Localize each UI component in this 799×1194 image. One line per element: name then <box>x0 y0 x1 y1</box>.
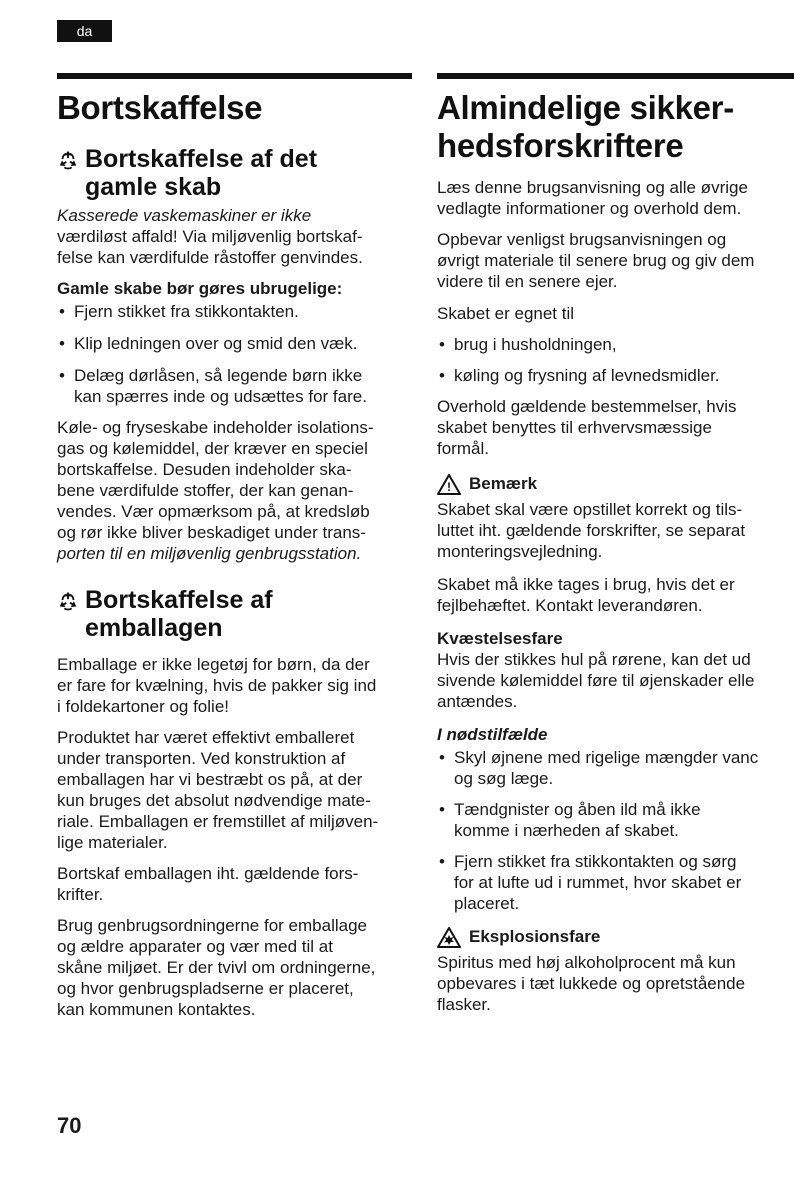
language-badge: da <box>57 20 112 42</box>
safety-title: Almindelige sikker- hedsforskriftere <box>437 89 734 164</box>
explosion-heading <box>437 926 799 948</box>
recycling-schemes: Brug genbrugsordningerne for emballage og ældre apparater og vær med til at skåne miljøet. Er der tvivl om ordningerne, og hvor genbrugspladserne er placeret, kan kommunen kontaktes. <box>57 916 376 1019</box>
explosion-heading-text: Eksplosionsfare <box>469 927 601 946</box>
list-item: • Delæg dørlåsen, så legende børn ikke kan spærres inde og udsættes for fare. <box>57 365 415 407</box>
svg-text:!: ! <box>447 479 451 494</box>
note-heading <box>437 473 799 495</box>
packaging-dispose: Bortskaf emballagen iht. gældende fors- krifter. <box>57 864 359 904</box>
refrigerant-paragraph: Køle- og fryseskabe indeholder isolations- gas og kølemiddel, der kræver en speciel bortskaffelse. Desuden indeholder ska- bene værdifulde stoffer, der kan genan- vendes. Vær opmærksom på, at kredsløb og rør ikke bliver beskadiget under trans- porten til en miljøvenlig genbrugsstation. <box>57 418 374 563</box>
warning-triangle-icon <box>437 474 461 495</box>
list-item: • brug i husholdningen, <box>437 334 799 355</box>
injury-heading: Kvæstelsesfare <box>437 629 563 648</box>
page-number: 70 <box>57 1113 82 1138</box>
injury-paragraph: Hvis der stikkes hul på rørene, kan det ud sivende kølemiddel føre til øjenskader elle antændes. <box>437 650 755 711</box>
right-column <box>437 85 799 1015</box>
emergency-heading: I nødstilfælde <box>437 725 548 744</box>
right-section-rule <box>437 73 794 79</box>
spirits-paragraph: Spiritus med høj alkoholprocent må kun opbevares i tæt lukkede og opretstående flasker. <box>437 953 746 1014</box>
intro-line: felse kan værdifulde råstoffer genvindes. <box>57 248 363 267</box>
left-column <box>57 85 415 1020</box>
packaging-heading: Bortskaffelse af emballagen <box>85 586 273 642</box>
packaging-heading-wrap <box>57 586 415 642</box>
recycle-icon <box>57 149 79 171</box>
emergency-list <box>437 747 799 914</box>
explosion-warning-icon <box>437 927 461 948</box>
packaging-info: Produktet har været effektivt emballeret under transporten. Ved konstruktion af emballagen har vi bestræbt os på, at der kun bruges det absolut nødvendige mate- riale. Emballagen er fremstillet af miljøven- lige materialer. <box>57 728 379 852</box>
old-appliance-heading-wrap <box>57 145 415 201</box>
old-appliance-intro <box>57 205 415 268</box>
list-item: • Tændgnister og åben ild må ikke komme i nærheden af skabet. <box>437 799 799 841</box>
intro-line: værdiløst affald! Via miljøvenlig bortskaf- <box>57 227 363 246</box>
regulations-paragraph: Overhold gældende bestemmelser, hvis skabet benyttes til erhvervsmæssige formål. <box>437 397 737 458</box>
read-instructions-paragraph: Læs denne brugsanvisning og alle øvrige vedlagte informationer og overhold dem. <box>437 178 748 218</box>
list-item: • Fjern stikket fra stikkontakten. <box>57 301 415 322</box>
make-unusable-list <box>57 301 415 407</box>
left-section-rule <box>57 73 412 79</box>
make-unusable-subheading: Gamle skabe bør gøres ubrugelige: <box>57 279 343 298</box>
defect-paragraph: Skabet må ikke tages i brug, hvis det er fejlbehæftet. Kontakt leverandøren. <box>437 575 735 615</box>
packaging-warning: Emballage er ikke legetøj for børn, da der er fare for kvælning, hvis de pakker sig ind i foldekartoner og folie! <box>57 655 377 716</box>
list-item: • Skyl øjnene med rigelige mængder vanc og søg læge. <box>437 747 799 789</box>
keep-manual-paragraph: Opbevar venligst brugsanvisningen og øvrigt materiale til senere brug og giv dem videre til en senere ejer. <box>437 230 755 291</box>
list-item: • køling og frysning af levnedsmidler. <box>437 365 799 386</box>
intro-line: Kasserede vaskemaskiner er ikke <box>57 206 312 225</box>
suitable-for-label: Skabet er egnet til <box>437 304 575 323</box>
disposal-title: Bortskaffelse <box>57 89 263 126</box>
recycle-icon <box>57 590 79 612</box>
note-heading-text: Bemærk <box>469 474 538 493</box>
old-appliance-heading: Bortskaffelse af det gamle skab <box>85 145 318 201</box>
installation-paragraph: Skabet skal være opstillet korrekt og tils- luttet iht. gældende forskrifter, se separat monteringsvejledning. <box>437 500 746 561</box>
list-item: • Klip ledningen over og smid den væk. <box>57 333 415 354</box>
list-item: • Fjern stikket fra stikkontakten og sørg for at lufte ud i rummet, hvor skabet er placeret. <box>437 851 799 914</box>
suitable-for-list <box>437 334 799 386</box>
